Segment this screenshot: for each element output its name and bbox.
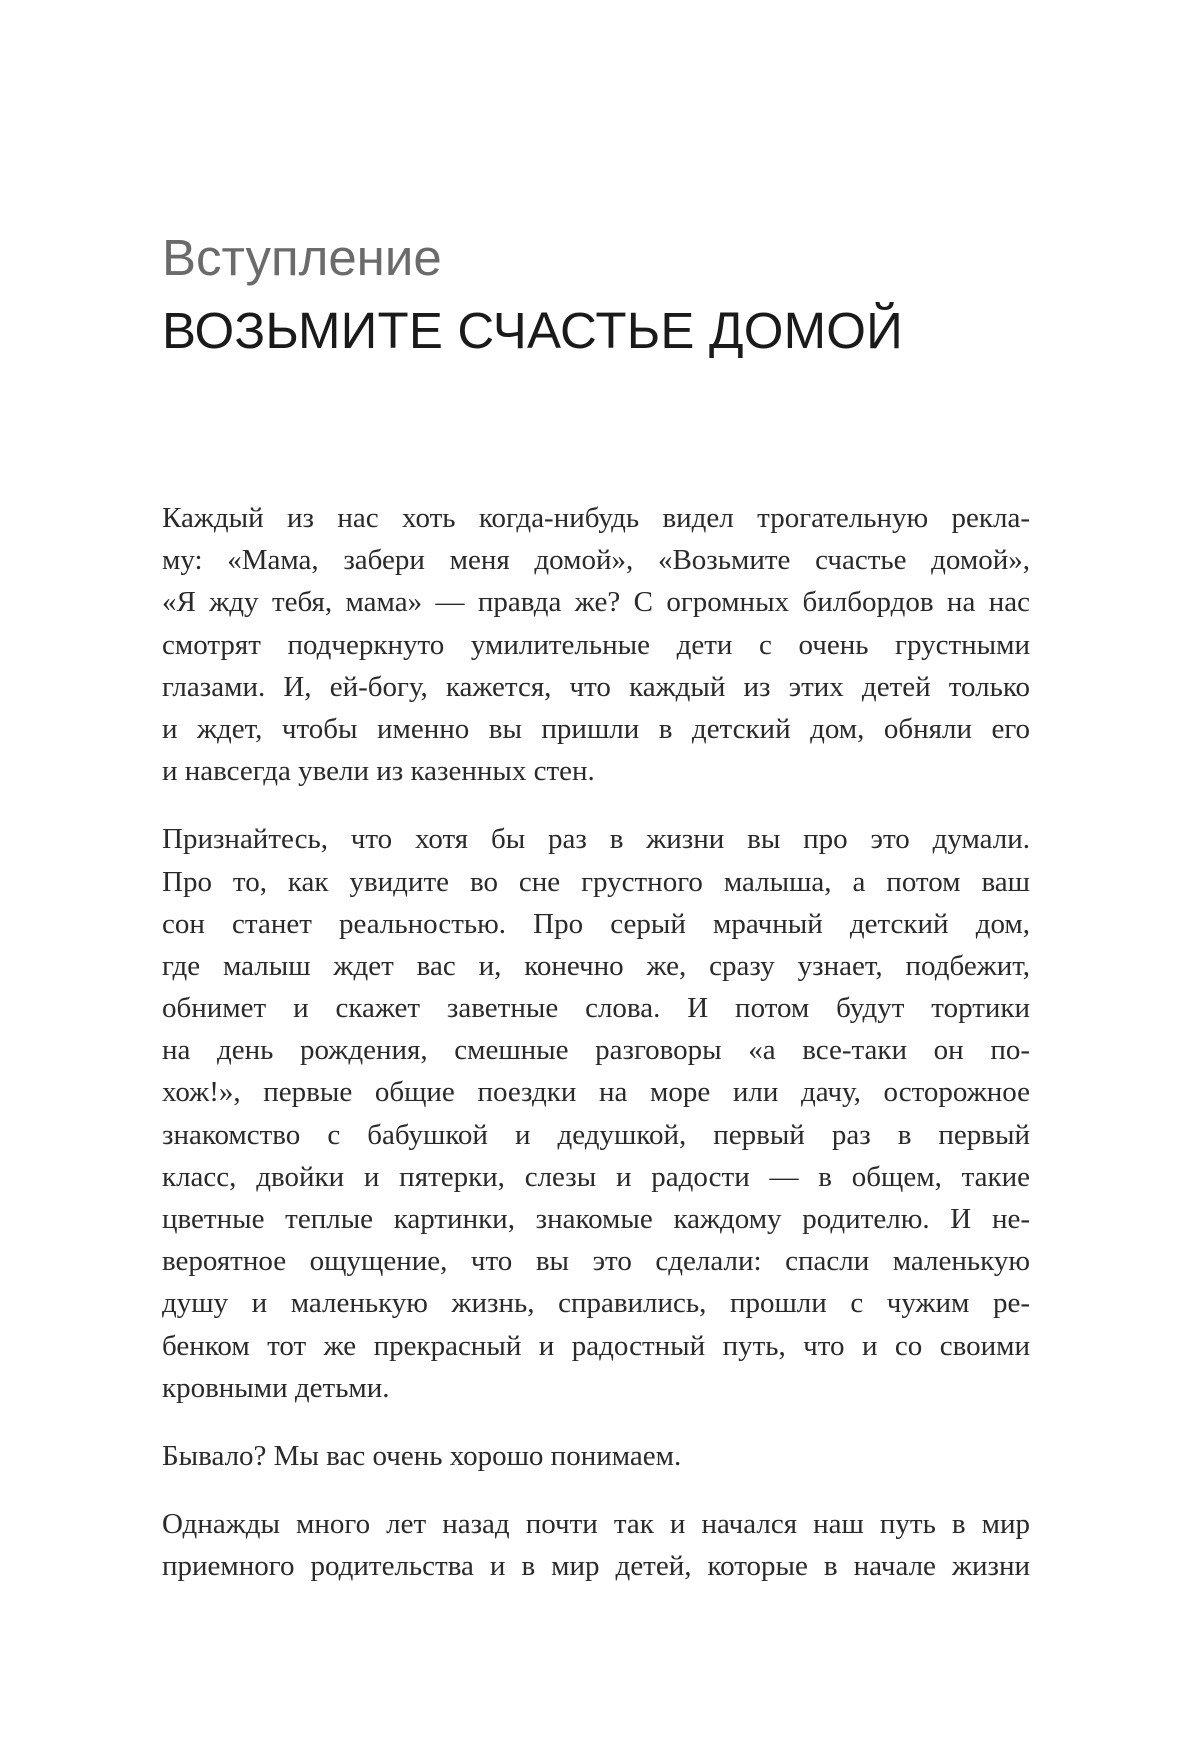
text-line: вероятное ощущение, что вы это сделали: спасли маленькую	[162, 1245, 1030, 1278]
paragraph	[162, 497, 1030, 792]
text-line: обнимет и скажет заветные слова. И потом будут тортики	[162, 992, 1030, 1025]
paragraph	[162, 818, 1030, 1409]
text-line: где малыш ждет вас и, конечно же, сразу узнает, подбежит,	[162, 949, 1030, 982]
text-line: глазами. И, ей-богу, кажется, что каждый из этих детей только	[162, 670, 1030, 703]
text-line: Каждый из нас хоть когда-нибудь видел трогательную рекла-	[162, 502, 1030, 534]
text-line: и навсегда увели из казенных стен.	[162, 755, 595, 788]
text-line: на день рождения, смешные разговоры «а все-таки он по-	[162, 1034, 1030, 1067]
text-line: бенком тот же прекрасный и радостный путь, что и со своими	[162, 1329, 1030, 1362]
paragraph	[162, 1435, 1030, 1477]
text-line: класс, двойки и пятерки, слезы и радости — в общем, такие	[162, 1160, 1030, 1193]
text-line: смотрят подчеркнуто умилительные дети с очень грустными	[162, 628, 1030, 661]
text-line: цветные теплые картинки, знакомые каждому родителю. И не-	[162, 1203, 1030, 1235]
text-line: Про то, как увидите во сне грустного малыша, а потом ваш	[162, 865, 1030, 898]
text-line: Бывало? Мы вас очень хорошо понимаем.	[162, 1439, 682, 1472]
text-line: душу и маленькую жизнь, справились, прошли с чужим ре-	[162, 1287, 1030, 1320]
text-line: му: «Мама, забери меня домой», «Возьмите счастье домой»,	[162, 544, 1030, 577]
text-line: Однажды много лет назад почти так и начался наш путь в мир	[162, 1508, 1030, 1541]
text-line: и ждет, чтобы именно вы пришли в детский дом, обняли его	[162, 712, 1030, 745]
text-line: сон станет реальностью. Про серый мрачный детский дом,	[162, 907, 1030, 940]
body-text	[162, 497, 1030, 1614]
chapter-title: ВОЗЬМИТЕ СЧАСТЬЕ ДОМОЙ	[162, 302, 904, 359]
text-line: Признайтесь, что хотя бы раз в жизни вы про это думали.	[162, 823, 1030, 856]
text-line: кровными детьми.	[162, 1371, 390, 1404]
text-line: «Я жду тебя, мама» — правда же? С огромных билбордов на нас	[162, 586, 1030, 619]
text-line: знакомство с бабушкой и дедушкой, первый раз в первый	[162, 1118, 1030, 1151]
paragraph	[162, 1503, 1030, 1587]
text-line: приемного родительства и в мир детей, которые в начале жизни	[162, 1550, 1030, 1583]
text-line: хож!», первые общие поездки на море или дачу, осторожное	[162, 1076, 1030, 1109]
chapter-label: Вступление	[162, 229, 442, 286]
